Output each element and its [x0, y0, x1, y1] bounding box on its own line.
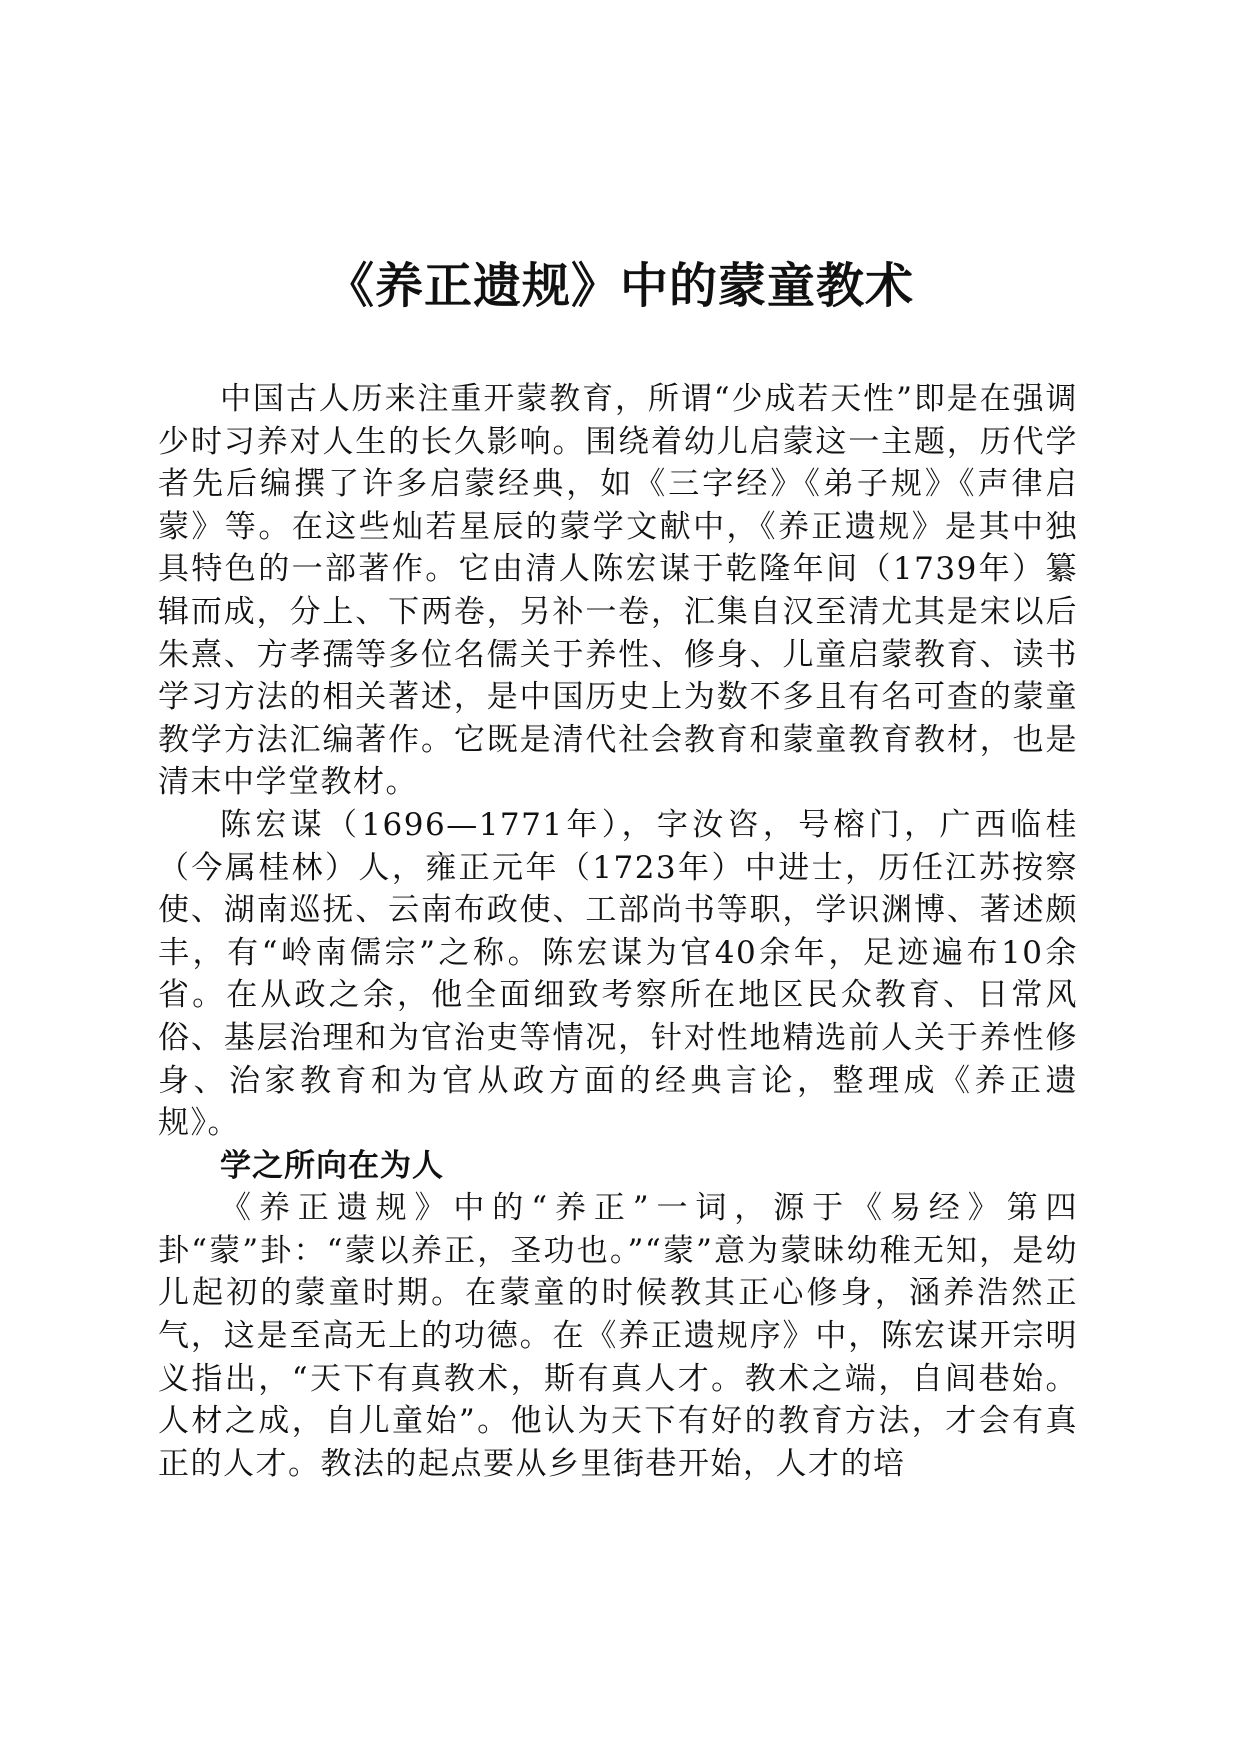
document-title: 《养正遗规》中的蒙童教术: [325, 258, 914, 314]
paragraph-yangzheng: 《养正遗规》中的“养正”一词，源于《易经》第四卦“蒙”卦：“蒙以养正，圣功也。”“蒙”意为蒙昧幼稚无知，是幼儿起初的蒙童时期。在蒙童的时候教其正心修身，涵养浩然正气，这是至高无上的功德。在《养正遗规序》中，陈宏谋开宗明义指出，“天下有真教术，斯有真人才。教术之端，自闾巷始。人材之成，自儿童始”。他认为天下有好的教育方法，才会有真正的人才。教法的起点要从乡里街巷开始，人才的培: [158, 1190, 1078, 1482]
article-body: [158, 378, 1078, 1485]
paragraph-biography: 陈宏谋（1696—1771年），字汝咨，号榕门，广西临桂（今属桂林）人，雍正元年（1723年）中进士，历任江苏按察使、湖南巡抚、云南布政使、工部尚书等职，学识渊博、著述颇丰，有“岭南儒宗”之称。陈宏谋为官40余年，足迹遍布10余省。在从政之余，他全面细致考察所在地区民众教育、日常风俗、基层治理和为官治吏等情况，针对性地精选前人关于养性修身、治家教育和为官从政方面的经典言论，整理成《养正遗规》。: [158, 806, 1078, 1142]
section-heading: 学之所向在为人: [220, 1147, 444, 1184]
paragraph-intro: 中国古人历来注重开蒙教育，所谓“少成若天性”即是在强调少时习养对人生的长久影响。围绕着幼儿启蒙这一主题，历代学者先后编撰了许多启蒙经典，如《三字经》《弟子规》《声律启蒙》等。在这些灿若星辰的蒙学文献中，《养正遗规》是其中独具特色的一部著作。它由清人陈宏谋于乾隆年间（1739年）纂辑而成，分上、下两卷，另补一卷，汇集自汉至清尤其是宋以后朱熹、方孝孺等多位名儒关于养性、修身、儿童启蒙教育、读书学习方法的相关著述，是中国历史上为数不多且有名可查的蒙童教学方法汇编著作。它既是清代社会教育和蒙童教育教材，也是清末中学堂教材。: [158, 381, 1078, 801]
